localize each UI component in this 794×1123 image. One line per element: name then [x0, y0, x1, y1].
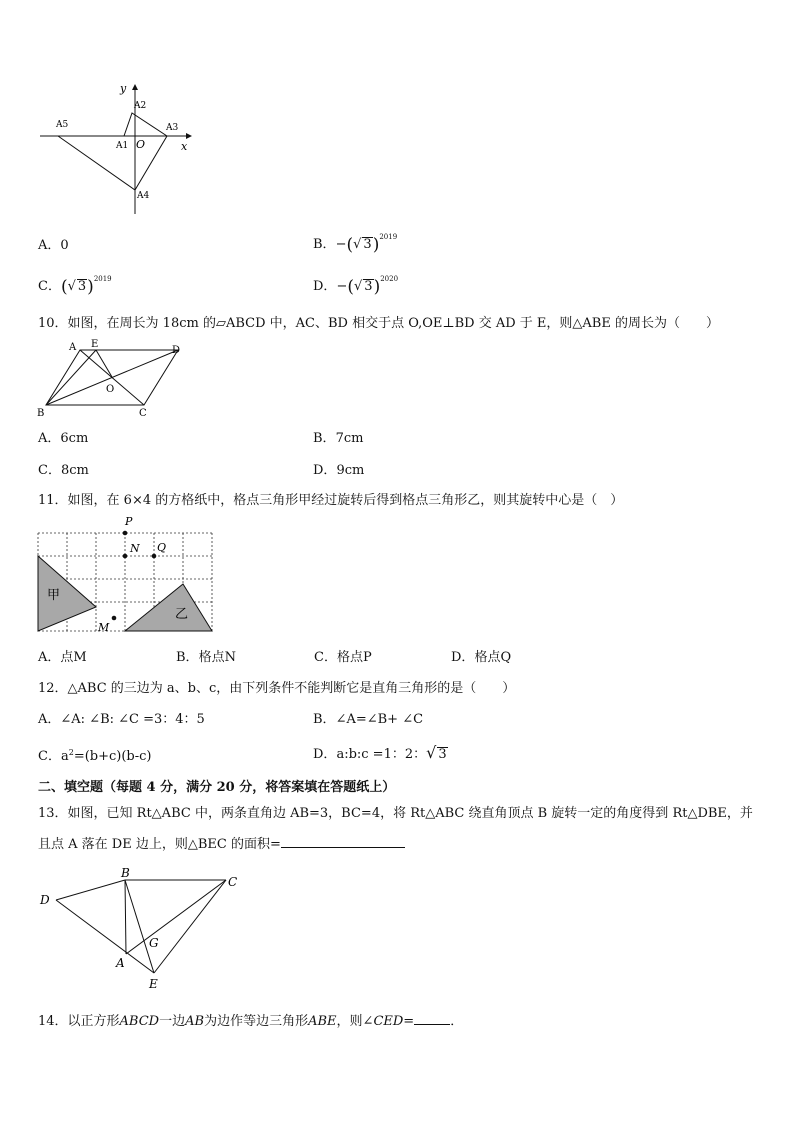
q12-option-c[interactable]	[38, 745, 151, 764]
label-yi: 乙	[175, 607, 189, 622]
q11-option-c[interactable]	[314, 646, 372, 665]
point-p	[123, 531, 128, 536]
option-letter: A．	[38, 431, 61, 446]
option-letter: B．	[313, 431, 336, 446]
option-letter: D．	[451, 650, 475, 665]
exponent: 2020	[380, 275, 399, 283]
label-c: C	[139, 408, 147, 418]
q9-figure	[36, 80, 196, 220]
q11-option-d[interactable]	[451, 646, 511, 665]
spiral-path	[58, 113, 167, 190]
q13-line2-text: 且点 A 落在 DE 边上，则△BEC 的面积=	[38, 837, 281, 852]
option-text: a:b:c =1：2：	[336, 747, 427, 762]
q12-option-d[interactable]	[313, 743, 448, 762]
q12-option-b[interactable]	[313, 708, 423, 727]
exponent: 2	[68, 748, 74, 757]
option-letter: A．	[38, 650, 61, 665]
label-origin: O	[136, 138, 146, 151]
q14-text: ．	[450, 1014, 464, 1029]
q10-option-a[interactable]	[38, 427, 88, 446]
radicand: 3	[77, 279, 87, 294]
segment-be	[125, 880, 154, 973]
label-a: A	[116, 956, 125, 970]
option-text: 格点N	[198, 650, 236, 665]
label-n: N	[130, 542, 140, 555]
label-a3: A3	[166, 123, 179, 133]
q14-text: 一边	[159, 1014, 186, 1029]
q9-option-d[interactable]: D．−(√ 3)$^{2020}$	[313, 275, 399, 297]
segment-eo	[96, 350, 112, 377]
point-n	[123, 554, 128, 559]
q9-option-a[interactable]	[38, 234, 69, 253]
option-text: 点M	[60, 650, 87, 665]
label-p: P	[125, 515, 133, 528]
sqrt-icon: √	[353, 279, 363, 294]
label-d: D	[172, 345, 181, 356]
diagonal-bd	[46, 350, 178, 405]
option-text: 0	[60, 238, 69, 253]
q14-text: 为边作等边三角形	[204, 1014, 309, 1029]
sqrt-icon: √	[67, 279, 76, 294]
segment-de	[56, 900, 154, 973]
minus-sign: −	[336, 279, 348, 294]
q14-symbol: ABE	[308, 1014, 337, 1029]
label-c: C	[228, 875, 238, 889]
q14-symbol: CED	[373, 1014, 404, 1029]
q14-text: ，则∠	[336, 1014, 374, 1029]
y-axis-arrow-icon	[132, 84, 138, 90]
q10-stem: 10．如图，在周长为 18cm 的▱ABCD 中，AC、BD 相交于点 O,OE⊥BD 交 AD 于 E，则△ABE 的周长为（ ）	[38, 316, 719, 331]
q13-line1: 13．如图，已知 Rt△ABC 中，两条直角边 AB=3，BC=4，将 Rt△ABC 绕直角顶点 B 旋转一定的角度得到 Rt△DBE，并	[38, 806, 753, 821]
x-axis-arrow-icon	[186, 133, 192, 139]
option-text: ∠A=∠B+ ∠C	[335, 712, 424, 727]
radicand: 3	[363, 237, 372, 252]
option-text: =(b+c)(b-c)	[73, 749, 152, 764]
segment-be	[46, 350, 96, 405]
triangle-yi	[125, 584, 212, 631]
option-letter: B．	[313, 237, 336, 252]
exponent: 2019	[379, 233, 398, 241]
option-text: 7cm	[335, 431, 364, 446]
option-letter: A．	[38, 712, 61, 727]
label-a1: A1	[116, 141, 129, 151]
option-letter: B．	[176, 650, 199, 665]
option-letter: C．	[38, 749, 61, 764]
label-m: M	[98, 621, 110, 634]
label-b: B	[37, 408, 45, 418]
q10-option-b[interactable]	[313, 427, 363, 446]
label-d: D	[40, 893, 50, 907]
q13-figure	[36, 862, 246, 994]
q12-option-a[interactable]	[38, 708, 205, 727]
exponent: 2019	[93, 275, 112, 283]
point-m	[112, 616, 117, 621]
label-a5: A5	[56, 120, 69, 130]
option-letter: C．	[38, 279, 61, 294]
label-x: x	[181, 140, 188, 153]
radicand: 3	[438, 747, 447, 762]
label-jia: 甲	[47, 588, 61, 603]
section-title: 二、填空题（每题 4 分，满分 20 分，将答案填在答题纸上）	[38, 780, 396, 795]
option-text: 9cm	[336, 463, 365, 478]
point-q	[152, 554, 157, 559]
segment-db	[56, 880, 125, 900]
minus-sign: −	[335, 237, 347, 252]
q11-figure	[34, 513, 224, 641]
label-b: B	[121, 866, 130, 880]
option-letter: D．	[313, 747, 337, 762]
answer-blank[interactable]	[281, 834, 405, 848]
q9-option-c[interactable]: C．(√ 3)$^{2019}$	[38, 275, 112, 297]
sqrt-icon: √	[426, 743, 437, 762]
radicand: 3	[364, 279, 373, 294]
segment-ec	[154, 880, 226, 973]
q14-text: 14．以正方形	[38, 1014, 120, 1029]
label-a2: A2	[134, 101, 147, 111]
option-text: 6cm	[60, 431, 89, 446]
option-letter: B．	[313, 712, 336, 727]
q14-stem	[38, 1010, 463, 1029]
option-letter: D．	[313, 279, 337, 294]
option-text: 8cm	[60, 463, 89, 478]
q14-text: =	[403, 1014, 415, 1029]
q10-option-d[interactable]	[313, 459, 364, 478]
option-letter: C．	[38, 463, 61, 478]
option-text: 格点Q	[474, 650, 512, 665]
q13-line2	[38, 833, 405, 852]
q14-symbol: ABCD	[119, 1014, 160, 1029]
label-o: O	[106, 384, 115, 395]
label-a4: A4	[137, 191, 150, 201]
option-text: ∠A: ∠B: ∠C =3：4：5	[60, 712, 205, 727]
q12-stem: 12．△ABC 的三边为 a、b、c，由下列条件不能判断它是直角三角形的是（ ）	[38, 681, 516, 696]
label-e: E	[91, 339, 99, 350]
q9-option-b[interactable]: B．−(√ 3)$^{2019}$	[313, 233, 398, 255]
q10-option-c[interactable]	[38, 459, 89, 478]
label-e: E	[149, 977, 158, 991]
option-letter: A．	[38, 238, 61, 253]
option-text: a	[60, 749, 69, 764]
q11-option-b[interactable]	[176, 646, 236, 665]
q11-stem: 11．如图，在 6×4 的方格纸中，格点三角形甲经过旋转后得到格点三角形乙，则其旋转中心是（ ）	[38, 493, 624, 508]
q11-option-a[interactable]	[38, 646, 87, 665]
q14-symbol: AB	[185, 1014, 205, 1029]
q10-figure	[36, 338, 186, 418]
option-letter: C．	[314, 650, 337, 665]
label-q: Q	[157, 541, 167, 554]
sqrt-icon: √	[353, 237, 362, 252]
option-letter: D．	[313, 463, 337, 478]
segment-ba	[125, 880, 126, 954]
label-a: A	[69, 342, 77, 353]
segment-ac	[126, 880, 226, 954]
answer-blank[interactable]	[414, 1011, 450, 1025]
option-text: 格点P	[336, 650, 372, 665]
label-y: y	[120, 82, 127, 95]
label-g: G	[149, 936, 159, 950]
